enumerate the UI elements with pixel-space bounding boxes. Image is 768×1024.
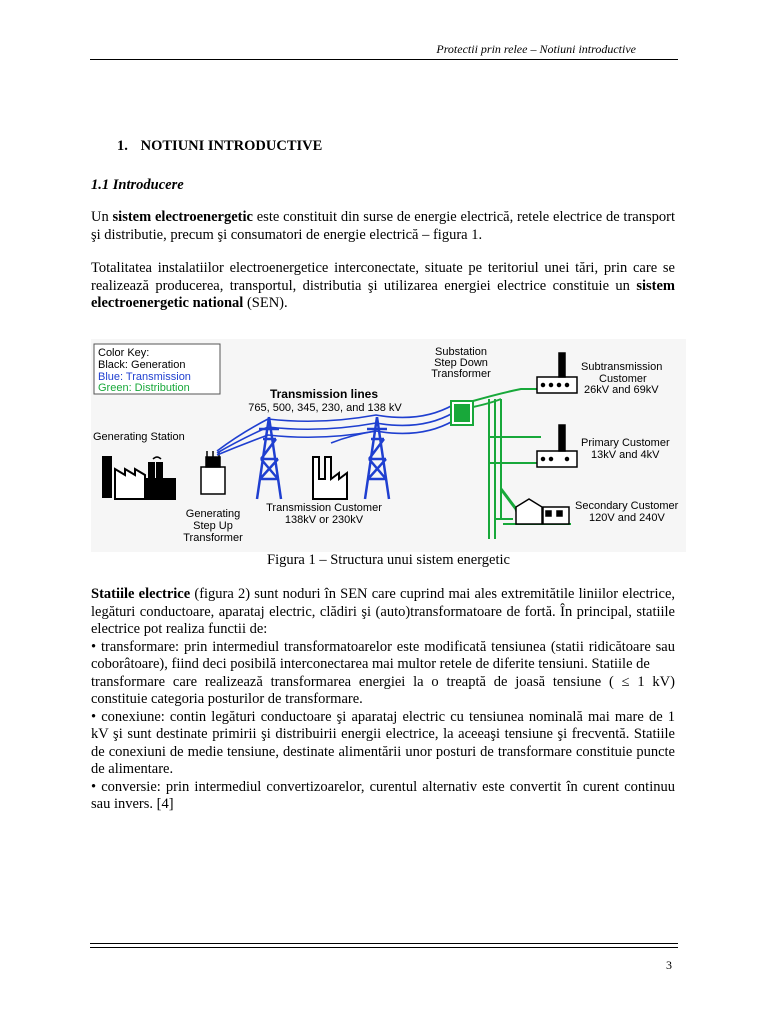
transmission-voltages-label: 765, 500, 345, 230, and 138 kV — [248, 402, 402, 414]
para1-text-a: Un — [91, 209, 113, 225]
subsection-heading: 1.1 Introducere — [91, 177, 184, 193]
transmission-customer-label-1: Transmission Customer — [266, 502, 382, 514]
footer-rule-thin — [90, 947, 678, 948]
para1-text-b: este constituit din surse de energie electrică, retele electrice de transport şi distributie, precum şi consumatori de energie electrică – figura 1. — [91, 209, 675, 243]
primary-customer-label-1: Primary Customer — [581, 437, 670, 449]
subtransmission-label-2: Customer — [599, 373, 647, 385]
step-up-label-2: Step Up — [193, 520, 233, 532]
transmission-tower-2 — [365, 417, 389, 499]
term-sistem-electroenergetic: sistem electroenergetic — [112, 209, 253, 225]
para2-text-b: (SEN). — [243, 295, 288, 311]
generating-station-icon — [103, 457, 175, 499]
footer-rule — [90, 943, 678, 944]
primary-customer-icon — [537, 425, 577, 467]
color-key-title: Color Key: — [98, 347, 150, 359]
transmission-lines-label: Transmission lines — [269, 387, 379, 401]
section-number: 1. — [117, 138, 128, 154]
substation-label-3: Transformer — [431, 368, 491, 380]
substation-label-2: Step Down — [434, 357, 488, 369]
subtransmission-customer-icon — [537, 353, 577, 393]
power-system-figure — [91, 339, 686, 552]
bullet-conexiune: • conexiune: contin legături conductoare şi aparataj electric cu tensiunea nominală mai mare de 1 kV şi sunt destinate primirii şi distribuirii energii electrice, la aceeaşi tensiune şi frecventă. Statiile de conexiuni de medie tensiune, destinate alimentării unor posturi de transformare constituie puncte de alimentare. — [91, 708, 675, 777]
header-rule — [90, 59, 678, 60]
subtransmission-label-3: 26kV and 69kV — [584, 384, 659, 396]
color-key-blue: Blue: Transmission — [98, 371, 191, 383]
substation-label-1: Substation — [435, 346, 487, 358]
paragraph-intro — [91, 209, 675, 244]
transmission-customer-icon — [313, 457, 347, 499]
color-key-green: Green: Distribution — [98, 382, 190, 394]
secondary-customer-icon — [516, 499, 569, 524]
statii-intro-text: (figura 2) sunt noduri în SEN care cuprind mai ales extremitătile liniilor electrice, legături conductoare, aparataj electric, clădiri şi (auto)transformatoare de fortă. În principal, statiile electrice pot realiza functii de: — [91, 586, 676, 637]
secondary-customer-label-2: 120V and 240V — [589, 512, 665, 524]
power-system-diagram — [91, 339, 686, 552]
substation-transformer-icon — [451, 401, 473, 425]
step-up-label-1: Generating — [185, 508, 241, 520]
running-header: Protectii prin relee – Notiuni introductive — [436, 42, 636, 56]
para2-text-a: Totalitatea instalatiilor electroenergetice interconectate, situate pe teritoriul unei tări, prin care se realizează producerea, transportul, distributia şi utilizarea energiei electrice constituie un — [91, 260, 675, 294]
page-number: 3 — [666, 958, 672, 972]
color-key-black: Black: Generation — [98, 359, 186, 371]
term-statii-electrice: Statiile electrice — [91, 586, 191, 602]
bullet-transformare-cont: transformare care realizează transformarea energiei la o treaptă de joasă tensiune ( ≤ 1 kV) constituie categoria posturilor de transformare. — [91, 673, 675, 707]
bullet-conversie: • conversie: prin intermediul convertizoarelor, curentul alternativ este convertit în curent continuu sau invers. [4] — [91, 778, 675, 812]
statii-intro — [91, 586, 675, 639]
subtransmission-label-1: Subtransmission — [581, 361, 663, 373]
transmission-customer-label-2: 138kV or 230kV — [284, 514, 364, 526]
paragraph-statii — [91, 586, 675, 814]
secondary-customer-label-1: Secondary Customer — [575, 500, 679, 512]
term-sen: sistem electroenergetic national — [91, 277, 675, 311]
bullet-transformare: • transformare: prin intermediul transformatoarelor este modificată tensiunea (statii ridicătoare sau coborâtoare), fiind deci posibilă interconectarea mai multor retele de diferite tensiuni. Statiile de — [91, 638, 675, 672]
step-up-label-3: Transformer — [183, 532, 243, 544]
section-title: NOTIUNI INTRODUCTIVE — [140, 138, 323, 154]
figure-caption: Figura 1 – Structura unui sistem energetic — [267, 552, 510, 568]
section-heading — [117, 138, 322, 155]
transmission-tower-1 — [257, 417, 281, 499]
paragraph-sen — [91, 260, 675, 313]
step-up-transformer-icon — [201, 451, 225, 494]
primary-customer-label-2: 13kV and 4kV — [591, 449, 660, 461]
generating-station-label: Generating Station — [93, 431, 185, 443]
